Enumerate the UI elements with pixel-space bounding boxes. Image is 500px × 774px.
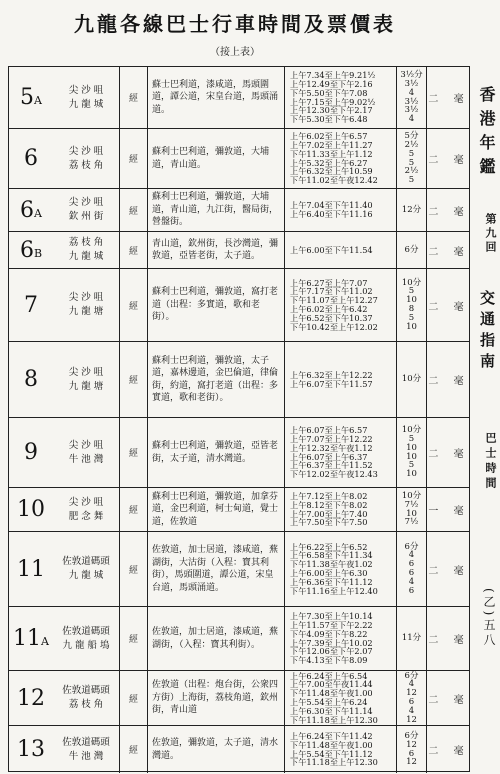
terminal-to: 肥 念 舞 xyxy=(68,510,104,522)
frequency-line: 4 xyxy=(408,576,415,587)
via-marker: 經 xyxy=(119,726,148,773)
service-times xyxy=(284,189,396,231)
service-frequency xyxy=(396,726,427,773)
terminal-from: 荔 枝 角 xyxy=(68,237,104,248)
via-marker: 經 xyxy=(119,189,148,231)
route-number xyxy=(9,232,53,268)
route-roads: 佐敦道，加士居道，漆咸道，蕪湖街，大沽街（入程：寶其利街），馬頭圍道，譚公道，宋皇台道，馬頭涌道。 xyxy=(152,545,279,593)
frequency-line: 5 xyxy=(408,157,415,168)
frequency-line: 10分 xyxy=(401,425,422,436)
route-number xyxy=(9,129,53,188)
terminal-from: 尖 沙 咀 xyxy=(68,84,104,96)
time-line: 下午11.16至上午12.40 xyxy=(290,585,378,596)
terminal-from: 尖 沙 咀 xyxy=(68,292,104,303)
time-line: 上午7.39至上午10.02 xyxy=(290,637,373,648)
time-line: 上午6.58至下午11.34 xyxy=(290,550,373,561)
time-line: 下午12.02至午夜12.43 xyxy=(290,469,378,480)
service-times xyxy=(284,418,396,487)
frequency-line: 5 xyxy=(408,175,415,186)
frequency-line: 5 xyxy=(408,433,415,444)
time-line: 下午5.50至下午7.08 xyxy=(290,87,368,98)
route-roads: 青山道，欽州街，長沙灣道，彌敦道，亞皆老街，太子道。 xyxy=(152,238,279,261)
terminal-to: 九 龍 城 xyxy=(68,251,104,262)
service-times xyxy=(284,232,396,268)
time-line: 上午7.50至下午7.50 xyxy=(290,517,368,528)
route-row xyxy=(9,488,469,532)
route-terminals xyxy=(53,189,119,231)
terminal-from: 尖 沙 咀 xyxy=(68,145,104,157)
terminal-from: 尖 沙 咀 xyxy=(68,197,104,208)
fare: 二 毫 xyxy=(428,94,470,105)
route-row xyxy=(9,726,469,773)
route-terminals xyxy=(53,129,119,188)
time-line: 上午6.02至上午6.57 xyxy=(290,131,368,142)
route-terminals xyxy=(53,269,119,341)
route-row xyxy=(9,607,469,671)
time-line: 上午6.32至上午10.59 xyxy=(290,166,373,177)
time-line: 上午6.07至下午11.57 xyxy=(290,378,373,389)
route-number-suffix: A xyxy=(34,94,42,107)
time-line: 上午8.12至下午8.02 xyxy=(290,499,368,510)
terminal-from: 佐敦道碼頭 xyxy=(62,736,110,748)
frequency-line: 2½ xyxy=(404,166,419,177)
time-line: 上午12.30至下午2.17 xyxy=(290,105,373,116)
frequency-line: 6 xyxy=(408,568,415,578)
service-frequency xyxy=(396,129,427,188)
time-line: 上午6.07至上午6.57 xyxy=(290,425,368,436)
via-marker: 經 xyxy=(119,607,148,670)
terminal-from: 佐敦道碼頭 xyxy=(62,685,110,696)
terminal-from: 尖 沙 咀 xyxy=(68,366,104,378)
margin-edition: 第九回 xyxy=(484,213,497,255)
margin-section: 交通指南 xyxy=(478,290,496,374)
route-number xyxy=(9,418,53,487)
frequency-line: 4 xyxy=(408,679,415,690)
time-line: 下午11.38至午夜1.02 xyxy=(290,559,373,570)
route-roads: 蘇士巴利道，漆咸道，馬頭圍道，譚公道，宋皇台道，馬頭涌道。 xyxy=(152,79,279,115)
fare: 二 毫 xyxy=(428,449,470,460)
time-line: 下午11.18至上午12.30 xyxy=(290,714,378,725)
route-number-main: 5 xyxy=(20,85,35,110)
service-frequency xyxy=(396,67,427,128)
route-number xyxy=(9,607,53,670)
route-terminals xyxy=(53,418,119,487)
route-number-main: 12 xyxy=(17,685,45,711)
frequency-line: 3½ xyxy=(404,96,419,107)
time-line: 上午12.32至午夜1.12 xyxy=(290,442,373,453)
time-line: 下午4.13至下午8.09 xyxy=(290,655,368,666)
time-line: 下午4.09至下午8.22 xyxy=(290,628,368,639)
frequency-line: 10 xyxy=(406,442,417,453)
route-terminals xyxy=(53,488,119,531)
service-frequency xyxy=(396,189,427,231)
route-number xyxy=(9,269,53,341)
frequency-line: 12 xyxy=(406,714,417,725)
time-line: 下午11.48至午夜1.00 xyxy=(290,739,373,750)
terminal-to: 欽 州 街 xyxy=(68,211,104,222)
frequency-line: 4 xyxy=(408,550,415,561)
route-number-main: 6 xyxy=(19,237,34,263)
service-frequency xyxy=(396,269,427,341)
route-roads: 佐敦道（出程：炮台街，公衆四方街）上海街，荔枝角道，欽州街，青山道 xyxy=(152,680,279,716)
route-number xyxy=(9,67,53,128)
service-times xyxy=(284,671,396,725)
route-terminals xyxy=(53,607,119,670)
via-marker: 經 xyxy=(119,129,148,188)
route-number-main: 8 xyxy=(24,367,38,392)
frequency-line: 7½ xyxy=(404,499,419,510)
frequency-line: 10 xyxy=(406,451,417,462)
via-marker: 經 xyxy=(119,418,148,487)
margin-subsection: 巴士時間 xyxy=(484,432,497,492)
service-frequency xyxy=(396,671,427,725)
time-line: 上午6.00至下午11.54 xyxy=(290,244,373,255)
time-line: 下午5.30至下午6.48 xyxy=(290,114,368,125)
route-number-suffix: A xyxy=(41,635,49,648)
via-marker: 經 xyxy=(119,342,148,417)
time-line: 下午11.48至午夜1.00 xyxy=(290,688,373,699)
via-marker: 經 xyxy=(119,232,148,268)
via-marker: 經 xyxy=(119,671,148,725)
frequency-line: 2½ xyxy=(404,139,419,150)
time-line: 上午6.37至上午11.52 xyxy=(290,460,373,471)
frequency-line: 6 xyxy=(408,697,415,707)
route-number xyxy=(9,671,53,725)
fare: 二 毫 xyxy=(428,376,470,387)
bus-timetable xyxy=(8,66,470,772)
service-frequency xyxy=(396,488,427,531)
margin-page-number: (乙)五八 xyxy=(482,588,496,649)
fare: 二 毫 xyxy=(428,301,470,313)
time-line: 下午11.02至午夜12.42 xyxy=(290,175,378,186)
frequency-line: 7½ xyxy=(404,517,419,528)
frequency-line: 5 xyxy=(408,460,415,471)
frequency-line: 6分 xyxy=(404,541,419,552)
time-line: 上午11.57至下午2.22 xyxy=(290,619,373,630)
frequency-line: 6分 xyxy=(404,730,419,741)
terminal-to: 九 龍 城 xyxy=(68,570,104,581)
time-line: 下午11.33至上午1.12 xyxy=(290,148,373,159)
terminal-to: 荔 枝 角 xyxy=(68,699,104,710)
time-line: 上午7.00至上午7.40 xyxy=(290,508,368,519)
frequency-line: 12分 xyxy=(401,204,422,215)
terminal-from: 尖 沙 咀 xyxy=(68,496,104,508)
terminal-to: 牛 池 灣 xyxy=(68,750,104,762)
page-title: 九龍各線巴士行車時間及票價表 xyxy=(74,12,396,36)
time-line: 上午7.12至上午8.02 xyxy=(290,490,368,501)
frequency-line: 6 xyxy=(408,559,415,570)
frequency-line: 12 xyxy=(406,757,417,768)
service-times xyxy=(284,67,396,128)
terminal-to: 九 龍 船 塢 xyxy=(62,639,110,651)
service-times xyxy=(284,129,396,188)
route-number-main: 7 xyxy=(24,292,38,318)
route-roads: 蘇利士巴利道，彌敦道，大埔道，青山道。 xyxy=(152,147,270,170)
frequency-line: 5 xyxy=(408,286,415,297)
time-line: 上午6.30至下午11.14 xyxy=(290,705,373,716)
terminal-to: 牛 池 灣 xyxy=(68,453,104,465)
frequency-line: 4 xyxy=(408,705,415,716)
route-roads: 蘇利士巴利道，彌敦道，亞皆老街，太子道，清水灣道。 xyxy=(152,441,279,464)
frequency-line: 3½ xyxy=(404,105,419,116)
frequency-line: 10 xyxy=(406,469,417,480)
time-line: 上午7.02至上午11.27 xyxy=(290,139,373,150)
route-number-suffix: B xyxy=(33,246,43,260)
fare: 一 毫 xyxy=(428,506,470,517)
time-line: 下午11.18至上午12.30 xyxy=(290,757,378,768)
time-line: 上午5.32至上午6.27 xyxy=(290,157,368,168)
frequency-line: 10分 xyxy=(401,277,422,288)
route-number-main: 13 xyxy=(17,737,45,762)
service-times xyxy=(284,532,396,606)
route-number-main: 6 xyxy=(20,197,35,223)
time-line: 上午6.27至上午7.07 xyxy=(290,277,368,288)
page-subtitle: （接上表） xyxy=(210,47,260,58)
terminal-from: 佐敦道碼頭 xyxy=(62,625,110,637)
frequency-line: 6 xyxy=(408,585,415,596)
route-number xyxy=(9,189,53,231)
service-frequency xyxy=(396,607,427,670)
frequency-line: 12 xyxy=(406,688,417,699)
time-line: 下午12.06至下午2.07 xyxy=(290,646,373,657)
fare: 二 毫 xyxy=(428,694,470,706)
route-number-main: 10 xyxy=(17,497,45,522)
service-times xyxy=(284,488,396,531)
frequency-line: 11分 xyxy=(401,633,422,644)
service-frequency xyxy=(396,232,427,268)
frequency-line: 4 xyxy=(408,114,415,125)
route-row xyxy=(9,671,469,726)
route-row xyxy=(9,269,469,342)
route-number-main: 11 xyxy=(17,556,45,582)
service-times xyxy=(284,342,396,417)
time-line: 上午6.32至上午12.22 xyxy=(290,369,373,380)
service-times xyxy=(284,269,396,341)
time-line: 上午5.54至下午11.12 xyxy=(290,748,373,759)
route-row xyxy=(9,189,469,232)
service-frequency xyxy=(396,532,427,606)
frequency-line: 5分 xyxy=(404,131,419,142)
route-terminals xyxy=(53,67,119,128)
fare: 二 毫 xyxy=(428,206,470,218)
route-number-main: 11 xyxy=(13,626,42,651)
frequency-line: 10 xyxy=(406,508,417,519)
terminal-to: 荔 枝 角 xyxy=(68,159,104,171)
time-line: 上午6.52至下午10.37 xyxy=(290,312,373,323)
fare: 二 毫 xyxy=(428,746,470,757)
time-line: 上午7.30至上午10.14 xyxy=(290,611,373,622)
frequency-line: 5 xyxy=(408,148,415,159)
frequency-line: 10 xyxy=(406,321,417,332)
route-terminals xyxy=(53,726,119,773)
terminal-from: 尖 沙 咀 xyxy=(68,439,104,451)
route-row xyxy=(9,67,469,129)
frequency-line: 6分 xyxy=(404,244,419,255)
frequency-line: 10 xyxy=(406,295,417,306)
route-number xyxy=(9,342,53,417)
margin-book-title: 香港年鑑 xyxy=(477,86,496,182)
route-roads: 蘇利士巴利道，彌敦道，太子道，嘉林邊道，金巴倫道，律倫街，約道，窩打老道（出程：多實道，歌和老街）。 xyxy=(152,355,279,403)
route-row xyxy=(9,418,469,488)
terminal-from: 佐敦道碼頭 xyxy=(62,556,110,567)
via-marker: 經 xyxy=(119,532,148,606)
route-number-main: 6 xyxy=(24,146,38,171)
frequency-line: 10分 xyxy=(401,490,422,501)
route-terminals xyxy=(53,232,119,268)
time-line: 上午6.24至上午6.54 xyxy=(290,671,368,681)
fare: 二 毫 xyxy=(428,565,470,577)
terminal-to: 九 龍 塘 xyxy=(68,306,104,317)
service-frequency xyxy=(396,418,427,487)
time-line: 上午7.04至下午11.40 xyxy=(290,200,373,211)
fare: 二 毫 xyxy=(428,246,470,258)
terminal-to: 九 龍 城 xyxy=(68,98,104,110)
route-terminals xyxy=(53,532,119,606)
time-line: 上午12.49至下午2.16 xyxy=(290,78,373,89)
frequency-line: 4 xyxy=(408,87,415,98)
frequency-line: 3½ xyxy=(404,78,419,89)
service-frequency xyxy=(396,342,427,417)
time-line: 上午7.17至下午11.02 xyxy=(290,286,373,297)
service-times xyxy=(284,607,396,670)
terminal-to: 九 龍 塘 xyxy=(68,380,104,392)
route-terminals xyxy=(53,342,119,417)
time-line: 下午11.07至上午12.27 xyxy=(290,295,378,306)
time-line: 上午6.24至下午11.42 xyxy=(290,730,373,741)
route-roads: 佐敦道，彌敦道，太子道，清水灣道。 xyxy=(152,738,279,761)
route-number-main: 9 xyxy=(24,440,38,465)
fare: 二 毫 xyxy=(428,635,470,646)
service-times xyxy=(284,726,396,773)
frequency-line: 6分 xyxy=(404,671,419,681)
time-line: 上午6.40至下午11.16 xyxy=(290,209,373,219)
route-row xyxy=(9,232,469,269)
route-roads: 蘇利士巴利道，彌敦道，窩打老道（出程：多實道，歌和老街）。 xyxy=(152,287,279,323)
time-line: 上午7.07至上午12.22 xyxy=(290,433,373,444)
time-line: 上午6.22至上午6.52 xyxy=(290,541,368,552)
route-number xyxy=(9,488,53,531)
route-terminals xyxy=(53,671,119,725)
frequency-line: 3½分 xyxy=(400,70,423,81)
frequency-line: 10分 xyxy=(401,374,422,385)
frequency-line: 6 xyxy=(408,748,415,759)
time-line: 上午6.02至上午6.42 xyxy=(290,304,368,314)
route-roads: 蘇利士巴利道，彌敦道，加拿芬道，金巴利道，柯士甸道，覺士道，佐敦道 xyxy=(152,491,279,527)
time-line: 上午5.54至上午6.24 xyxy=(290,697,368,707)
route-row xyxy=(9,342,469,418)
route-roads: 佐敦道，加士居道，漆咸道，蕪湖街，（入程：寶其利街）。 xyxy=(152,627,279,650)
fare: 二 毫 xyxy=(428,155,470,166)
time-line: 上午6.36至下午11.12 xyxy=(290,576,373,587)
route-number-suffix: A xyxy=(34,206,42,220)
frequency-line: 12 xyxy=(406,739,417,750)
time-line: 上午6.07至上午6.37 xyxy=(290,451,368,462)
via-marker: 經 xyxy=(119,67,148,128)
frequency-line: 5 xyxy=(408,312,415,323)
time-line: 下午10.42至上午12.02 xyxy=(290,321,378,332)
route-number xyxy=(9,726,53,773)
route-roads: 蘇利士巴利道，彌敦道，大埔道，青山道，九江街，醫局街，營盤街。 xyxy=(152,192,279,228)
time-line: 上午7.34至上午9.21½ xyxy=(290,70,376,81)
via-marker: 經 xyxy=(119,488,148,531)
time-line: 上午7.00至午夜11.44 xyxy=(290,679,373,690)
time-line: 上午7.15至上午9.02½ xyxy=(290,96,376,107)
route-row xyxy=(9,532,469,607)
route-number xyxy=(9,532,53,606)
time-line: 上午6.00至上午6.30 xyxy=(290,568,368,578)
via-marker: 經 xyxy=(119,269,148,341)
frequency-line: 8 xyxy=(408,304,415,314)
route-row xyxy=(9,129,469,189)
